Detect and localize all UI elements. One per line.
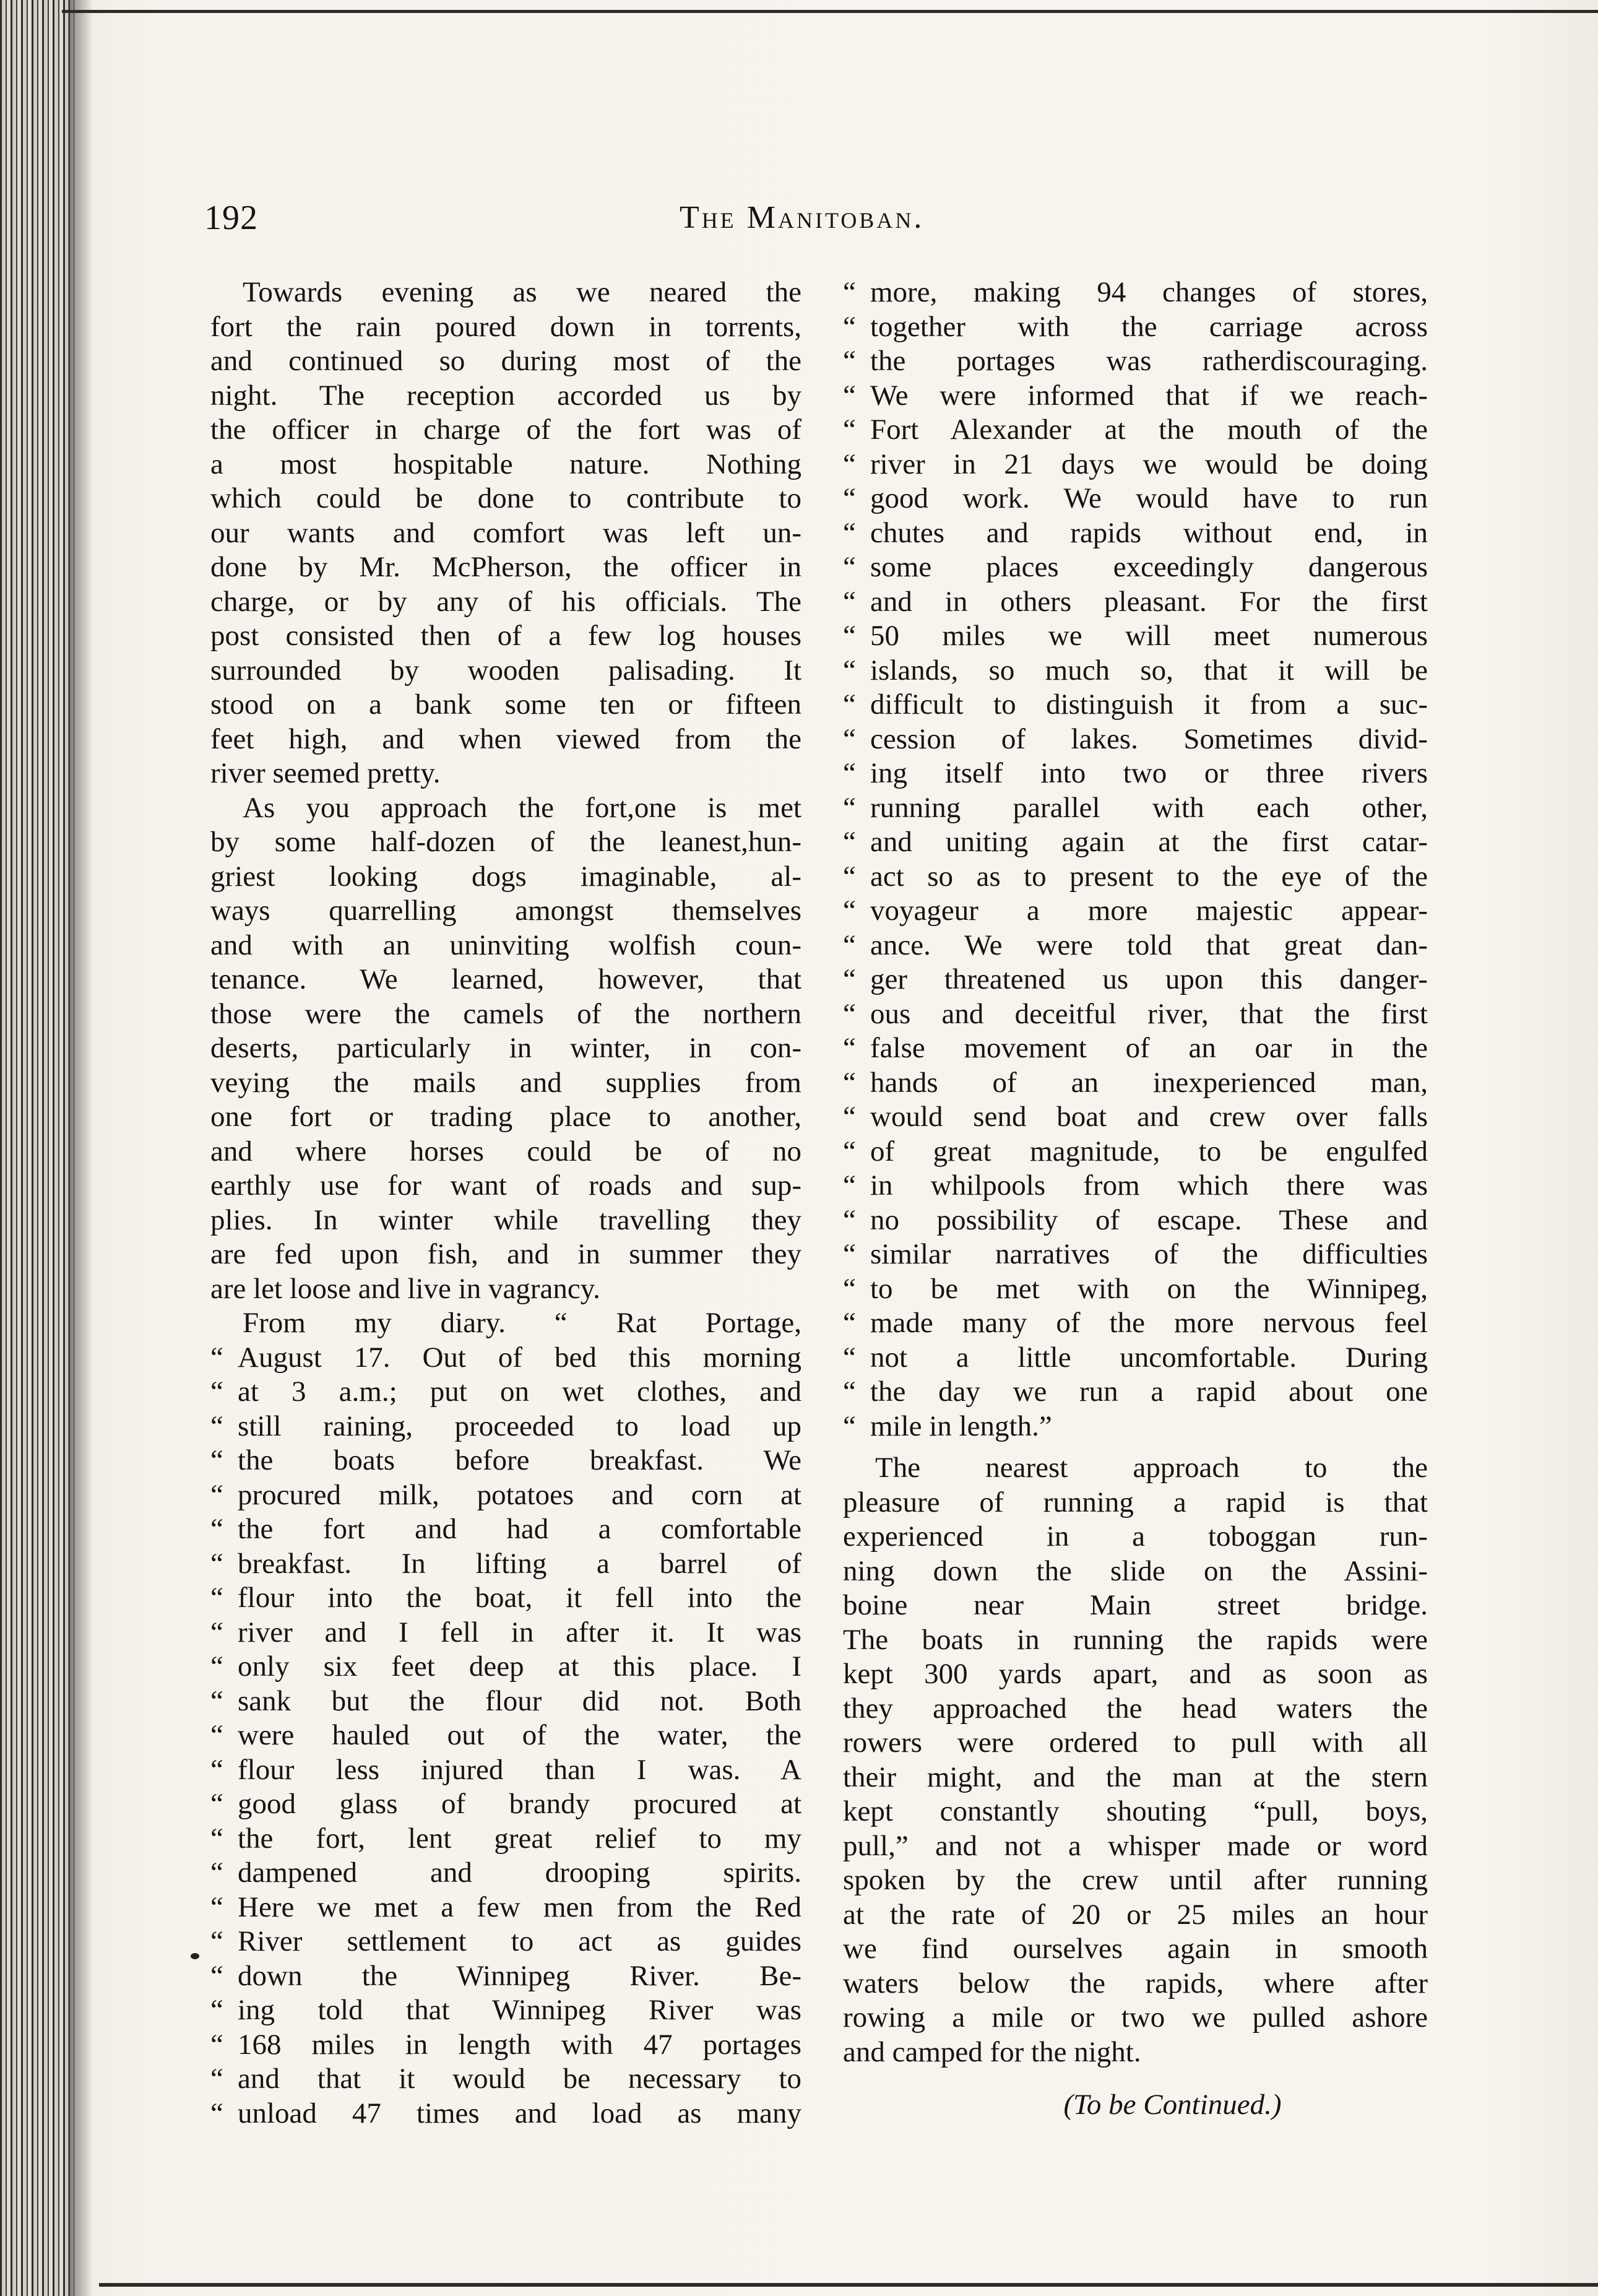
text-line <box>843 2035 1428 2070</box>
text-line <box>210 654 801 688</box>
quote-mark: “ <box>210 1547 223 1580</box>
quote-mark: “ <box>210 1582 223 1614</box>
line-text: were hauled out of the water, the <box>238 1719 801 1751</box>
text-line <box>210 344 801 379</box>
quote-mark: “ <box>210 1375 223 1408</box>
quote-mark: “ <box>210 2028 223 2061</box>
left-text-column <box>210 275 801 2131</box>
line-text: We were informed that if we reach- <box>870 379 1428 412</box>
quote-mark: “ <box>210 1478 223 1511</box>
line-text: ning down the slide on the Assini- <box>843 1554 1428 1587</box>
line-text: false movement of an oar in the <box>870 1032 1428 1064</box>
text-line <box>843 1554 1428 1589</box>
text-line <box>210 722 801 757</box>
line-text: done by Mr. McPherson, the officer in <box>210 551 801 583</box>
line-text: ger threatened us upon this danger- <box>870 963 1428 995</box>
text-line <box>210 1066 801 1101</box>
line-text: the day we run a rapid about one <box>870 1375 1428 1408</box>
right-text-column <box>843 275 1428 2123</box>
text-line <box>843 1306 1428 1341</box>
text-line <box>843 1486 1428 1520</box>
quote-mark: “ <box>843 1032 856 1064</box>
line-text: and uniting again at the first catar- <box>870 826 1428 858</box>
text-line <box>843 791 1428 826</box>
text-line <box>210 1237 801 1272</box>
text-line <box>843 379 1428 414</box>
quote-mark: “ <box>843 516 856 549</box>
line-text: charge, or by any of his officials. The <box>210 585 801 618</box>
line-text: 50 miles we will meet numerous <box>870 620 1428 652</box>
text-line <box>210 619 801 654</box>
line-text: the portages was ratherdiscouraging. <box>870 345 1428 377</box>
line-text: would send boat and crew over falls <box>870 1101 1428 1133</box>
text-line <box>843 275 1428 310</box>
journal-title: The Manitoban. <box>680 200 925 235</box>
quote-mark: “ <box>843 379 856 412</box>
text-line <box>210 929 801 963</box>
line-text: stood on a bank some ten or fifteen <box>210 688 801 721</box>
text-line <box>843 1898 1428 1933</box>
text-line <box>210 1581 801 1616</box>
line-text: and that it would be necessary to <box>238 2063 801 2095</box>
line-text: unload 47 times and load as many <box>238 2097 801 2129</box>
line-text: islands, so much so, that it will be <box>870 654 1428 687</box>
line-text: earthly use for want of roads and sup- <box>210 1169 801 1202</box>
text-line <box>210 2028 801 2063</box>
quote-mark: “ <box>843 1066 856 1099</box>
text-line <box>210 825 801 860</box>
line-text: 168 miles in length with 47 portages <box>238 2028 801 2061</box>
text-line <box>210 1478 801 1513</box>
quote-mark: “ <box>843 345 856 377</box>
line-text: some places exceedingly dangerous <box>870 551 1428 583</box>
quote-mark: “ <box>843 757 856 789</box>
line-text: difficult to distinguish it from a suc- <box>870 688 1428 721</box>
text-line <box>210 1856 801 1891</box>
line-text: waters below the rapids, where after <box>843 1967 1428 1999</box>
quote-mark: “ <box>210 1959 223 1992</box>
text-line <box>210 550 801 585</box>
text-line <box>843 1100 1428 1135</box>
text-line <box>210 448 801 482</box>
text-line <box>210 1718 801 1753</box>
text-line <box>843 1623 1428 1658</box>
quote-mark: “ <box>843 310 856 343</box>
text-line <box>210 310 801 345</box>
quote-mark: “ <box>843 620 856 652</box>
line-text: of great magnitude, to be engulfed <box>870 1135 1428 1167</box>
quote-mark: “ <box>210 1616 223 1648</box>
text-line <box>843 1237 1428 1272</box>
quote-mark: “ <box>210 1513 223 1545</box>
line-text: down the Winnipeg River. Be- <box>238 1959 801 1992</box>
text-line <box>843 1031 1428 1066</box>
text-line <box>843 1410 1428 1444</box>
line-text: ance. We were told that great dan- <box>870 929 1428 961</box>
text-line <box>210 1684 801 1719</box>
text-line <box>843 1451 1428 1486</box>
text-line <box>843 1863 1428 1898</box>
line-text: flour into the boat, it fell into the <box>238 1582 801 1614</box>
text-line <box>210 1925 801 1959</box>
text-line <box>843 1066 1428 1101</box>
text-line <box>210 482 801 516</box>
line-text: our wants and comfort was left un- <box>210 516 801 549</box>
line-text: together with the carriage across <box>870 310 1428 343</box>
line-text: The boats in running the rapids were <box>843 1623 1428 1656</box>
text-line <box>843 1932 1428 1967</box>
line-text: August 17. Out of bed this morning <box>238 1341 801 1374</box>
line-text: those were the camels of the northern <box>210 997 801 1030</box>
text-line <box>843 482 1428 516</box>
text-line <box>210 756 801 791</box>
line-text: spoken by the crew until after running <box>843 1864 1428 1896</box>
text-line <box>843 1726 1428 1761</box>
text-line <box>843 585 1428 620</box>
text-line <box>843 1375 1428 1410</box>
quote-mark: “ <box>843 1375 856 1408</box>
line-text: cession of lakes. Sometimes divid- <box>870 722 1428 755</box>
line-text: no possibility of escape. These and <box>870 1203 1428 1236</box>
line-text: night. The reception accorded us by <box>210 379 801 412</box>
line-text: feet high, and when viewed from the <box>210 722 801 755</box>
line-text: River settlement to act as guides <box>238 1925 801 1957</box>
text-line <box>843 756 1428 791</box>
paragraph-gap <box>843 1444 1428 1451</box>
quote-mark: “ <box>210 1444 223 1476</box>
text-line <box>210 1100 801 1135</box>
text-line <box>843 688 1428 722</box>
quote-mark: “ <box>843 997 856 1030</box>
line-text: are let loose and live in vagrancy. <box>210 1272 600 1305</box>
quote-mark: “ <box>210 1994 223 2026</box>
line-text: veying the mails and supplies from <box>210 1066 801 1099</box>
line-text: to be met with on the Winnipeg, <box>870 1272 1428 1305</box>
text-line <box>210 1787 801 1822</box>
text-line <box>210 1512 801 1547</box>
line-text: made many of the more nervous feel <box>870 1307 1428 1339</box>
text-line <box>843 310 1428 345</box>
text-line <box>210 1272 801 1307</box>
line-text: their might, and the man at the stern <box>843 1761 1428 1793</box>
quote-mark: “ <box>843 1203 856 1236</box>
line-text: kept 300 yards apart, and as soon as <box>843 1658 1428 1690</box>
quote-mark: “ <box>210 1719 223 1751</box>
text-line <box>210 1203 801 1238</box>
text-line <box>210 1444 801 1478</box>
line-text: and with an uninviting wolfish coun- <box>210 929 801 961</box>
text-line <box>843 894 1428 929</box>
line-text: procured milk, potatoes and corn at <box>238 1478 801 1511</box>
quote-mark: “ <box>210 1753 223 1786</box>
text-line <box>210 1959 801 1994</box>
quote-mark: “ <box>210 1788 223 1820</box>
quote-mark: “ <box>210 2063 223 2095</box>
line-text: boine near Main street bridge. <box>843 1589 1428 1621</box>
page-number: 192 <box>204 199 258 237</box>
text-line <box>210 2097 801 2131</box>
text-line <box>210 379 801 414</box>
quote-mark: “ <box>843 1341 856 1374</box>
text-line <box>843 1341 1428 1375</box>
quote-mark: “ <box>843 276 856 308</box>
quote-mark: “ <box>210 1856 223 1889</box>
bottom-border-rule <box>99 2283 1598 2287</box>
ink-speck <box>191 1953 199 1959</box>
line-text: voyageur a more majestic appear- <box>870 895 1428 927</box>
text-line <box>843 1967 1428 2001</box>
line-text: ing itself into two or three rivers <box>870 757 1428 789</box>
line-text: the boats before breakfast. We <box>238 1444 801 1476</box>
line-text: not a little uncomfortable. During <box>870 1341 1428 1374</box>
line-text: river and I fell in after it. It was <box>238 1616 801 1648</box>
text-line <box>210 2062 801 2097</box>
text-line <box>210 1169 801 1203</box>
line-text: Towards evening as we neared the <box>243 276 801 308</box>
text-line <box>843 413 1428 448</box>
quote-mark: “ <box>843 482 856 514</box>
text-line <box>843 860 1428 895</box>
line-text: sank but the flour did not. Both <box>238 1684 801 1717</box>
text-line <box>210 1650 801 1684</box>
text-line <box>843 344 1428 379</box>
line-text: which could be done to contribute to <box>210 482 801 514</box>
text-line <box>843 1203 1428 1238</box>
text-line <box>843 516 1428 551</box>
text-line <box>843 1520 1428 1554</box>
line-text: running parallel with each other, <box>870 791 1428 824</box>
text-line <box>843 448 1428 482</box>
line-text: The nearest approach to the <box>875 1452 1428 1484</box>
text-line <box>843 654 1428 688</box>
line-text: experienced in a toboggan run- <box>843 1520 1428 1553</box>
binding-shadow <box>68 0 93 2296</box>
book-binding-edge <box>0 0 74 2296</box>
quote-mark: “ <box>843 1410 856 1442</box>
line-text: only six feet deep at this place. I <box>238 1650 801 1683</box>
line-text: post consisted then of a few log houses <box>210 620 801 652</box>
line-text: ing told that Winnipeg River was <box>238 1994 801 2026</box>
line-text: river seemed pretty. <box>210 757 441 789</box>
text-line <box>210 1375 801 1410</box>
text-line <box>843 825 1428 860</box>
text-line <box>210 1891 801 1925</box>
line-text: in whilpools from which there was <box>870 1169 1428 1202</box>
quote-mark: “ <box>210 1925 223 1957</box>
line-text: rowing a mile or two we pulled ashore <box>843 2001 1428 2034</box>
text-line <box>210 1341 801 1375</box>
quote-mark: “ <box>843 1272 856 1305</box>
line-text: river in 21 days we would be doing <box>870 448 1428 480</box>
text-line <box>210 1135 801 1169</box>
text-line <box>843 550 1428 585</box>
text-line <box>843 2001 1428 2035</box>
line-text: the fort, lent great relief to my <box>238 1822 801 1855</box>
line-text: Fort Alexander at the mouth of the <box>870 414 1428 446</box>
text-line <box>843 997 1428 1032</box>
quote-mark: “ <box>843 826 856 858</box>
quote-mark: “ <box>843 654 856 687</box>
text-line <box>843 1657 1428 1692</box>
text-line <box>843 1588 1428 1623</box>
text-line <box>843 1135 1428 1169</box>
text-line <box>843 1692 1428 1726</box>
line-text: by some half-dozen of the leanest,hun- <box>210 826 801 858</box>
line-text: ways quarrelling amongst themselves <box>210 895 801 927</box>
line-text: and in others pleasant. For the first <box>870 585 1428 618</box>
quote-mark: “ <box>843 688 856 721</box>
text-line <box>210 997 801 1032</box>
line-text: mile in length.” <box>870 1410 1052 1442</box>
line-text: pleasure of running a rapid is that <box>843 1486 1428 1518</box>
line-text: ous and deceitful river, that the first <box>870 997 1428 1030</box>
text-line <box>843 722 1428 757</box>
text-line <box>210 413 801 448</box>
text-line <box>210 791 801 826</box>
quote-mark: “ <box>210 1410 223 1442</box>
line-text: good work. We would have to run <box>870 482 1428 514</box>
line-text: deserts, particularly in winter, in con- <box>210 1032 801 1064</box>
quote-mark: “ <box>843 929 856 961</box>
line-text: As you approach the fort,one is met <box>243 791 801 824</box>
quote-mark: “ <box>843 1238 856 1270</box>
line-text: a most hospitable nature. Nothing <box>210 448 801 480</box>
line-text: still raining, proceeded to load up <box>238 1410 801 1442</box>
to-be-continued-note: (To be Continued.) <box>1063 2089 1282 2121</box>
text-line <box>210 1616 801 1650</box>
text-line <box>210 860 801 895</box>
quote-mark: “ <box>843 414 856 446</box>
line-text: Here we met a few men from the Red <box>238 1891 801 1923</box>
text-line <box>843 929 1428 963</box>
quote-mark: “ <box>843 722 856 755</box>
quote-mark: “ <box>843 860 856 893</box>
text-line <box>843 1761 1428 1795</box>
text-line <box>210 1822 801 1856</box>
quote-mark: “ <box>843 963 856 995</box>
line-text: From my diary. “ Rat Portage, <box>243 1307 801 1339</box>
text-line <box>843 963 1428 997</box>
quote-mark: “ <box>843 1169 856 1202</box>
text-line <box>210 1753 801 1788</box>
line-text: kept constantly shouting “pull, boys, <box>843 1795 1428 1827</box>
line-text: plies. In winter while travelling they <box>210 1203 801 1236</box>
line-text: fort the rain poured down in torrents, <box>210 310 801 343</box>
line-text: flour less injured than I was. A <box>238 1753 801 1786</box>
line-text: at 3 a.m.; put on wet clothes, and <box>238 1375 801 1408</box>
text-line <box>843 1272 1428 1307</box>
line-text: one fort or trading place to another, <box>210 1101 801 1133</box>
quote-mark: “ <box>210 1650 223 1683</box>
line-text: they approached the head waters the <box>843 1692 1428 1725</box>
text-line <box>210 688 801 722</box>
line-text: and camped for the night. <box>843 2035 1141 2068</box>
line-text: chutes and rapids without end, in <box>870 516 1428 549</box>
line-text: the officer in charge of the fort was of <box>210 414 801 446</box>
text-line <box>210 275 801 310</box>
text-line <box>210 963 801 997</box>
line-text: surrounded by wooden palisading. It <box>210 654 801 687</box>
text-line <box>210 585 801 620</box>
line-text: more, making 94 changes of stores, <box>870 276 1428 308</box>
quote-mark: “ <box>843 585 856 618</box>
quote-mark: “ <box>843 1307 856 1339</box>
running-head <box>204 193 1442 243</box>
line-text: and continued so during most of the <box>210 345 801 377</box>
text-line <box>210 1410 801 1444</box>
text-line <box>210 516 801 551</box>
text-line <box>210 1306 801 1341</box>
quote-mark: “ <box>843 551 856 583</box>
line-text: dampened and drooping spirits. <box>238 1856 801 1889</box>
line-text: are fed upon fish, and in summer they <box>210 1238 801 1270</box>
line-text: griest looking dogs imaginable, al- <box>210 860 801 893</box>
quote-mark: “ <box>210 1684 223 1717</box>
text-line <box>843 619 1428 654</box>
text-line <box>843 1169 1428 1203</box>
quote-mark: “ <box>843 791 856 824</box>
quote-mark: “ <box>843 1101 856 1133</box>
line-text: good glass of brandy procured at <box>238 1788 801 1820</box>
quote-mark: “ <box>210 1341 223 1374</box>
quote-mark: “ <box>843 1135 856 1167</box>
text-line <box>210 1031 801 1066</box>
quote-mark: “ <box>210 1822 223 1855</box>
text-line <box>210 894 801 929</box>
line-text: hands of an inexperienced man, <box>870 1066 1428 1099</box>
text-line <box>843 1795 1428 1829</box>
line-text: breakfast. In lifting a barrel of <box>238 1547 801 1580</box>
quote-mark: “ <box>843 448 856 480</box>
quote-mark: “ <box>843 895 856 927</box>
line-text: and where horses could be of no <box>210 1135 801 1167</box>
line-text: at the rate of 20 or 25 miles an hour <box>843 1898 1428 1931</box>
line-text: we find ourselves again in smooth <box>843 1933 1428 1965</box>
line-text: pull,” and not a whisper made or word <box>843 1829 1428 1862</box>
top-border-rule <box>62 10 1598 13</box>
line-text: the fort and had a comfortable <box>238 1513 801 1545</box>
text-line <box>210 1993 801 2028</box>
line-text: act so as to present to the eye of the <box>870 860 1428 893</box>
line-text: tenance. We learned, however, that <box>210 963 801 995</box>
text-line <box>210 1547 801 1582</box>
line-text: similar narratives of the difficulties <box>870 1238 1428 1270</box>
quote-mark: “ <box>210 1891 223 1923</box>
quote-mark: “ <box>210 2097 223 2129</box>
line-text: rowers were ordered to pull with all <box>843 1726 1428 1759</box>
text-line <box>843 1829 1428 1864</box>
